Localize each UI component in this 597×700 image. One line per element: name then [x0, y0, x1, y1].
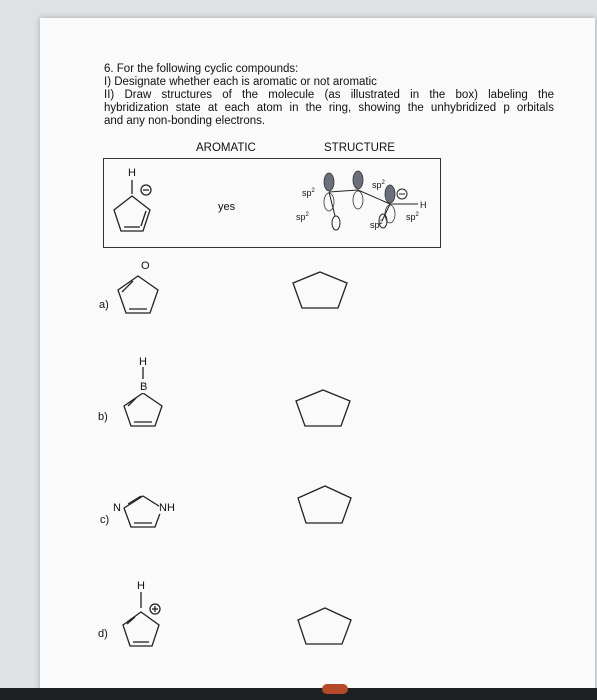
example-answer: yes	[218, 201, 236, 213]
example-h-label: H	[128, 167, 136, 179]
item-b-letter: b)	[98, 411, 108, 423]
photo-bottom-edge	[0, 688, 597, 700]
item-c-letter: c)	[100, 514, 110, 526]
item-a-letter: a)	[99, 299, 109, 311]
orbital-h-label: H	[420, 200, 427, 210]
worksheet-page	[40, 18, 595, 700]
aromatic-column-header: AROMATIC	[196, 142, 256, 154]
sp2-label-5: $sp^2$	[406, 212, 419, 222]
question-title: 6. For the following cyclic compounds:	[104, 63, 299, 75]
item-d-h: H	[137, 580, 145, 592]
item-a-oxygen: O	[141, 260, 150, 272]
sp2-label-1: $sp^2$	[302, 188, 315, 198]
item-c-nitrogen: N	[113, 502, 121, 514]
sp2-label-3: $sp^2$	[296, 212, 309, 222]
item-d-answer-pentagon	[40, 18, 595, 700]
sp2-label-4: $sp^2$	[370, 220, 383, 230]
item-c-nh: NH	[159, 502, 175, 514]
structure-column-header: STRUCTURE	[324, 142, 395, 154]
question-instruction-3: hybridization state at each atom in the ring, showing the unhybridized p orbitals	[104, 102, 554, 114]
question-instruction-2: II) Draw structures of the molecule (as illustrated in the box) labeling the	[104, 89, 554, 101]
sp2-label-2: $sp^2$	[372, 180, 385, 190]
question-instruction-4: and any non-bonding electrons.	[104, 115, 266, 127]
item-d-letter: d)	[98, 628, 108, 640]
item-b-boron: B	[140, 381, 148, 393]
item-b-h: H	[139, 356, 147, 368]
question-instruction-1: I) Designate whether each is aromatic or not aromatic	[104, 76, 377, 88]
photo-bottom-object	[322, 684, 348, 694]
